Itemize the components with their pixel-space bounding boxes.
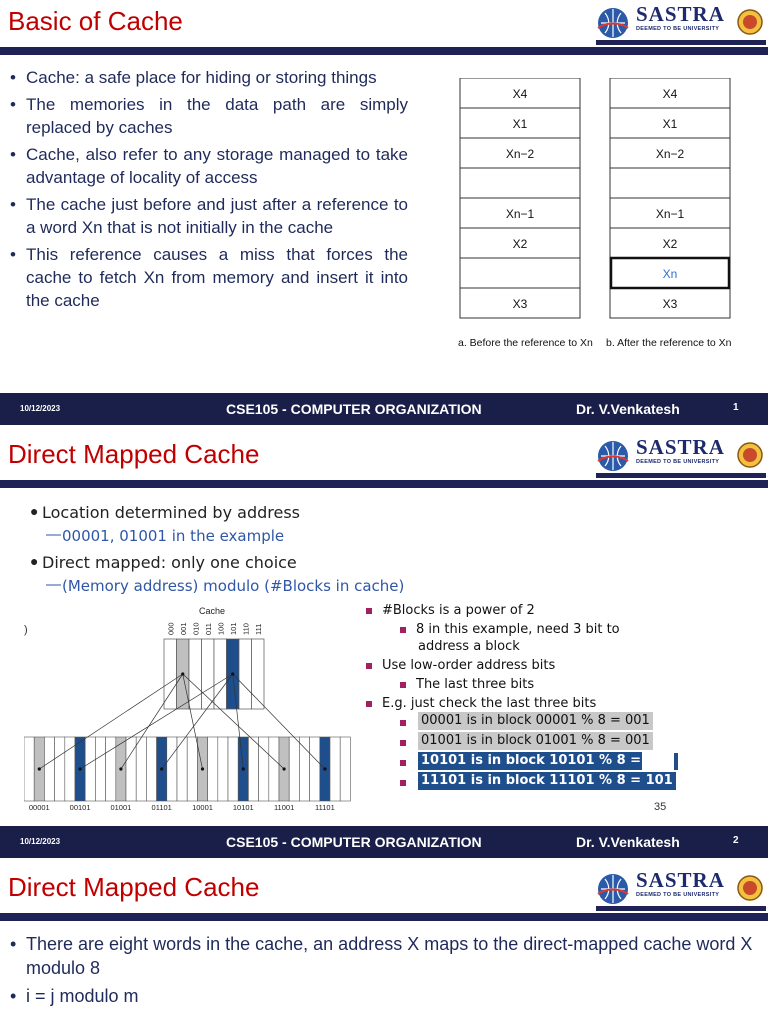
list-item: • There are eight words in the cache, an address X maps to the direct-mapped cache word X modulo 8 — [6, 932, 766, 980]
memory-address-label: 11101 — [315, 803, 335, 812]
cache-index-label: 010 — [191, 622, 201, 635]
right-point — [366, 603, 535, 618]
point-text: (Memory address) modulo (#Blocks in cache) — [62, 577, 405, 595]
cache-slot — [202, 639, 215, 709]
slide-title: Direct Mapped Cache — [8, 439, 260, 469]
bullet-dot: ● — [30, 503, 39, 519]
cell-label: X2 — [512, 237, 528, 251]
footer-author: Dr. V.Venkatesh — [576, 401, 680, 417]
bullet-list — [6, 66, 408, 316]
cell-label: X2 — [662, 237, 678, 251]
sastra-logo — [596, 435, 766, 479]
mapping-dot — [201, 767, 204, 770]
cell-label: X4 — [512, 87, 528, 101]
right-subpoint-cont: address a block — [418, 639, 520, 654]
bullet-dot: ● — [30, 553, 39, 569]
logo-bar — [596, 473, 766, 478]
point-text: 00001, 01001 in the example — [62, 527, 285, 545]
right-point-text: #Blocks is a power of 2 — [382, 603, 535, 618]
slide-title: Basic of Cache — [8, 6, 183, 36]
caption-before: a. Before the reference to Xn — [458, 337, 593, 349]
example-bullet — [400, 735, 416, 750]
point-text: Location determined by address — [42, 503, 300, 522]
mapping-dot — [283, 767, 286, 770]
memory-address-label: 10101 — [232, 803, 254, 812]
slide-3 — [0, 866, 768, 1024]
memory-slot — [95, 737, 105, 801]
cache-index-label: 111 — [253, 623, 263, 635]
right-point-text: 8 in this example, need 3 bit to — [416, 622, 620, 637]
mapping-dot — [181, 672, 184, 675]
slide-number: 2 — [733, 835, 739, 846]
mapping-dot — [119, 767, 122, 770]
right-subpoint — [400, 622, 620, 637]
cache-slot — [214, 639, 227, 709]
cache-after-table — [610, 78, 730, 318]
memory-address-label: 10001 — [192, 803, 213, 812]
logo-bar — [596, 906, 766, 911]
cache-before-table — [460, 78, 580, 318]
slide-2 — [0, 433, 768, 866]
direct-mapped-diagram — [24, 603, 354, 813]
title-divider — [0, 47, 768, 55]
mapping-dot — [323, 767, 326, 770]
right-subpoint — [400, 677, 534, 692]
example-highlight: 00001 is in block 00001 % 8 = 001 — [418, 712, 653, 730]
sastra-logo — [596, 2, 766, 46]
memory-address-label: 00101 — [69, 803, 91, 812]
memory-slot — [167, 737, 177, 801]
square-bullet-icon — [400, 720, 406, 726]
square-bullet-icon — [400, 627, 406, 633]
brand-name: SASTRA — [636, 868, 725, 892]
right-point-text: E.g. just check the last three bits — [382, 696, 597, 711]
square-bullet-icon — [400, 780, 406, 786]
list-item: • This reference causes a miss that forces the cache to fetch Xn from memory and insert it into the cache — [6, 243, 408, 312]
cache-label: Cache — [198, 606, 226, 616]
point-text: Direct mapped: only one choice — [42, 553, 297, 572]
footer-date: 10/12/2023 — [20, 837, 61, 846]
caption-after: b. After the reference to Xn — [606, 337, 732, 349]
list-item: • Cache, also refer to any storage managed to take advantage of locality of access — [6, 143, 408, 189]
source-page-number: 35 — [654, 801, 667, 813]
mapping-dot — [242, 767, 245, 770]
memory-address-labels — [29, 803, 335, 812]
bullet-list — [6, 932, 766, 1012]
cache-index-label: 000 — [166, 622, 176, 635]
memory-slot — [126, 737, 136, 801]
mapping-dot — [160, 767, 163, 770]
brand-tagline: DEEMED TO BE UNIVERSITY — [636, 26, 720, 32]
cache-slot — [252, 639, 265, 709]
slide-footer — [0, 393, 768, 425]
memory-address-label: 01001 — [110, 803, 132, 812]
university-emblem-icon — [736, 439, 764, 471]
brand-name: SASTRA — [636, 435, 725, 459]
university-emblem-icon — [736, 872, 764, 904]
stray-mark: ) — [24, 624, 28, 636]
cache-index-label: 001 — [178, 622, 188, 635]
footer-date: 10/12/2023 — [20, 404, 61, 413]
memory-slot — [330, 737, 340, 801]
memory-slot — [248, 737, 258, 801]
memory-slot — [218, 737, 228, 801]
memory-slot — [340, 737, 350, 801]
cell-label: X3 — [512, 297, 528, 311]
footer-course: CSE105 - COMPUTER ORGANIZATION — [226, 834, 482, 850]
square-bullet-icon — [366, 608, 372, 614]
example-highlight: 11101 is in block 11101 % 8 = 101 — [418, 772, 676, 790]
square-bullet-icon — [400, 682, 406, 688]
memory-slot — [228, 737, 238, 801]
slide-1 — [0, 0, 768, 433]
footer-author: Dr. V.Venkatesh — [576, 834, 680, 850]
cache-slot — [189, 639, 202, 709]
slide-footer — [0, 826, 768, 858]
brand-tagline: DEEMED TO BE UNIVERSITY — [636, 459, 720, 465]
example-bullet — [400, 715, 416, 730]
mapping-dot — [231, 672, 234, 675]
university-emblem-icon — [736, 6, 764, 38]
cell-label: X1 — [662, 117, 678, 131]
logo-bar — [596, 40, 766, 45]
highlight-fragment — [674, 753, 678, 770]
memory-slot — [310, 737, 320, 801]
list-item: • i = j modulo m — [6, 984, 766, 1008]
memory-address-label: 11001 — [273, 803, 295, 812]
right-point-text: Use low-order address bits — [382, 658, 556, 673]
cell-label: Xn−1 — [505, 207, 535, 221]
cell-label: Xn−1 — [655, 207, 685, 221]
memory-slot — [289, 737, 299, 801]
brand-name: SASTRA — [636, 2, 725, 26]
memory-slot — [44, 737, 54, 801]
memory-address-label: 01101 — [151, 803, 172, 812]
cache-slot — [239, 639, 252, 709]
memory-slot — [85, 737, 95, 801]
list-item: • The cache just before and just after a reference to a word Xn that is not initially in the cache — [6, 193, 408, 239]
dash-marker: — — [46, 576, 61, 593]
title-divider — [0, 913, 768, 921]
title-divider — [0, 480, 768, 488]
square-bullet-icon — [400, 740, 406, 746]
right-point-text: The last three bits — [416, 677, 535, 692]
example-highlight: 10101 is in block 10101 % 8 = — [418, 752, 642, 770]
cell-label: X1 — [512, 117, 528, 131]
memory-slot — [208, 737, 218, 801]
brand-tagline: DEEMED TO BE UNIVERSITY — [636, 892, 720, 898]
memory-slot — [299, 737, 309, 801]
example-bullet — [400, 775, 416, 790]
globe-icon — [596, 6, 630, 40]
square-bullet-icon — [366, 663, 372, 669]
cell-label: Xn — [662, 267, 678, 281]
sastra-logo — [596, 868, 766, 912]
cache-index-label: 100 — [216, 622, 226, 635]
mapping-dot — [38, 767, 41, 770]
cell-label: X3 — [662, 297, 678, 311]
dash-marker: — — [46, 526, 61, 543]
memory-slot — [146, 737, 156, 801]
cache-index-label: 101 — [228, 622, 238, 635]
example-highlight: 01001 is in block 01001 % 8 = 001 — [418, 732, 653, 750]
memory-slot — [136, 737, 146, 801]
slide-title: Direct Mapped Cache — [8, 872, 260, 902]
memory-address-label: 00001 — [28, 803, 50, 812]
square-bullet-icon — [366, 701, 372, 707]
memory-slot — [106, 737, 116, 801]
cell-label: Xn−2 — [505, 147, 535, 161]
memory-slot — [55, 737, 65, 801]
globe-icon — [596, 872, 630, 906]
footer-course: CSE105 - COMPUTER ORGANIZATION — [226, 401, 482, 417]
slide-number: 1 — [733, 402, 739, 413]
cache-indices — [166, 622, 263, 635]
cache-before-after-diagram — [456, 78, 746, 358]
cache-slot — [164, 639, 177, 709]
cache-index-label: 110 — [241, 623, 251, 635]
memory-slot — [187, 737, 197, 801]
cell-label: X4 — [662, 87, 678, 101]
example-bullet — [400, 755, 416, 770]
list-item: • The memories in the data path are simply replaced by caches — [6, 93, 408, 139]
globe-icon — [596, 439, 630, 473]
list-item: • Cache: a safe place for hiding or storing things — [6, 66, 408, 89]
right-point — [366, 696, 596, 711]
memory-slot — [269, 737, 279, 801]
cache-index-label: 011 — [203, 623, 213, 635]
cell-label: Xn−2 — [655, 147, 685, 161]
mapping-dot — [79, 767, 82, 770]
square-bullet-icon — [400, 760, 406, 766]
memory-slot — [24, 737, 34, 801]
right-point — [366, 658, 555, 673]
